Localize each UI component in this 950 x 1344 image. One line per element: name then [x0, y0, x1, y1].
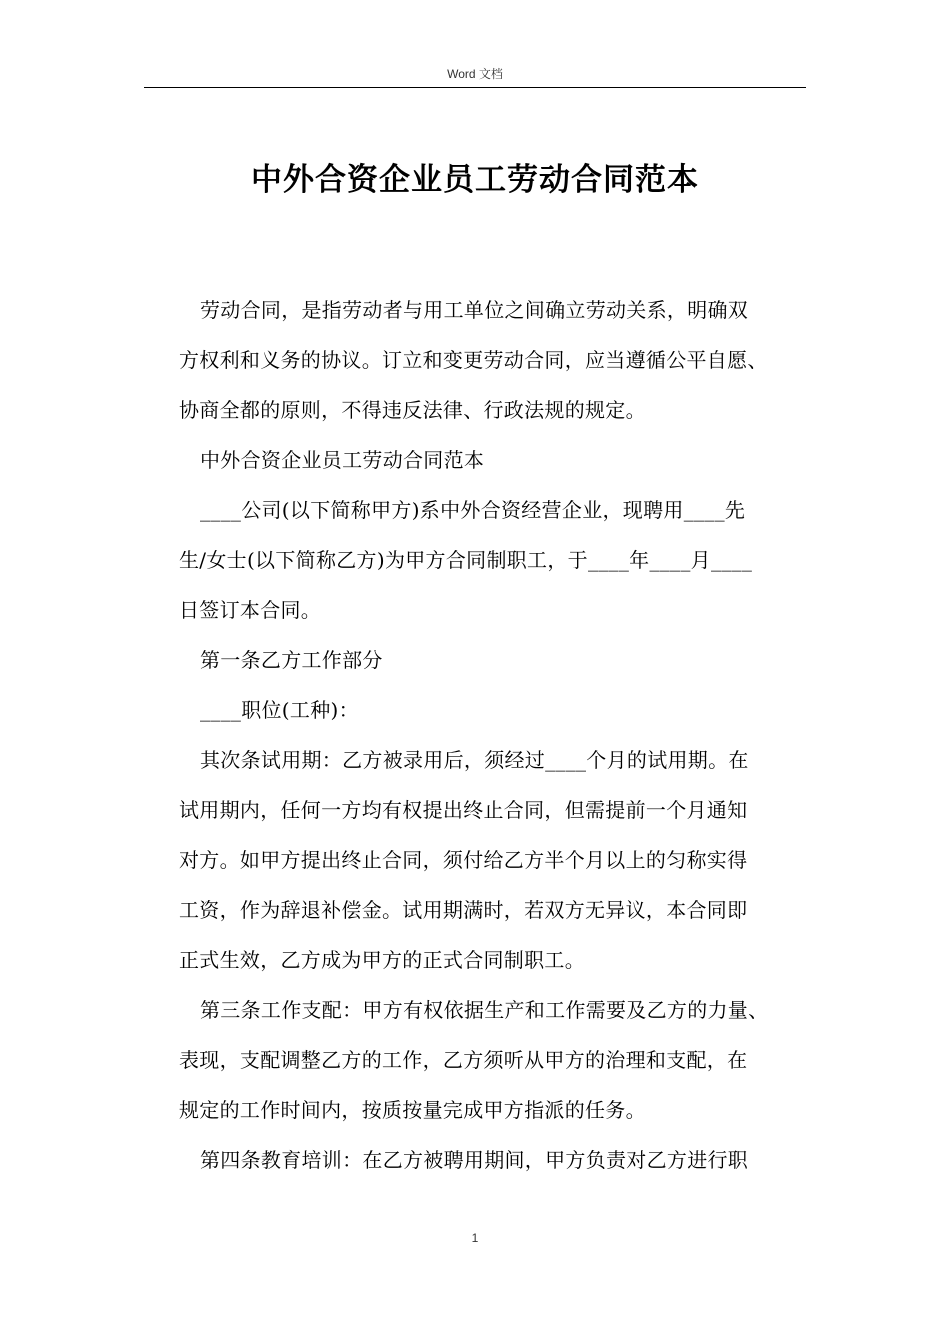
paragraph-line: 方权利和义务的协议。订立和变更劳动合同，应当遵循公平自愿、	[179, 348, 768, 372]
header-divider	[144, 87, 806, 88]
paragraph-line: 劳动合同，是指劳动者与用工单位之间确立劳动关系，明确双	[200, 298, 749, 322]
paragraph-line: 表现，支配调整乙方的工作，乙方须听从甲方的治理和支配，在	[179, 1048, 748, 1072]
paragraph-line: 协商全都的原则，不得违反法律、行政法规的规定。	[179, 398, 646, 422]
paragraph-line: 工资，作为辞退补偿金。试用期满时，若双方无异议，本合同即	[179, 898, 748, 922]
section-heading: 中外合资企业员工劳动合同范本	[200, 448, 485, 472]
paragraph-line: 第四条教育培训：在乙方被聘用期间，甲方负责对乙方进行职	[200, 1148, 749, 1172]
paragraph-line: 试用期内，任何一方均有权提出终止合同，但需提前一个月通知	[179, 798, 748, 822]
paragraph-line: 对方。如甲方提出终止合同，须付给乙方半个月以上的匀称实得	[179, 848, 748, 872]
paragraph-line: 第三条工作支配：甲方有权依据生产和工作需要及乙方的力量、	[200, 998, 769, 1022]
paragraph-line: 日签订本合同。	[179, 598, 322, 622]
paragraph-line: ____公司(以下简称甲方)系中外合资经营企业，现聘用____先	[200, 498, 746, 522]
document-body	[179, 285, 821, 1185]
paragraph-line: ____职位(工种)：	[200, 698, 359, 722]
page-header: Word 文档	[447, 67, 503, 81]
paragraph-line: 正式生效，乙方成为甲方的正式合同制职工。	[179, 948, 585, 972]
paragraph-line: 规定的工作时间内，按质按量完成甲方指派的任务。	[179, 1098, 646, 1122]
article-heading: 第一条乙方工作部分	[200, 648, 383, 672]
paragraph-line: 生/女士(以下简称乙方)为甲方合同制职工，于____年____月____	[179, 548, 753, 572]
document-title: 中外合资企业员工劳动合同范本	[251, 162, 699, 198]
paragraph-line: 其次条试用期：乙方被录用后，须经过____个月的试用期。在	[200, 748, 749, 772]
page-number: 1	[471, 1231, 479, 1245]
